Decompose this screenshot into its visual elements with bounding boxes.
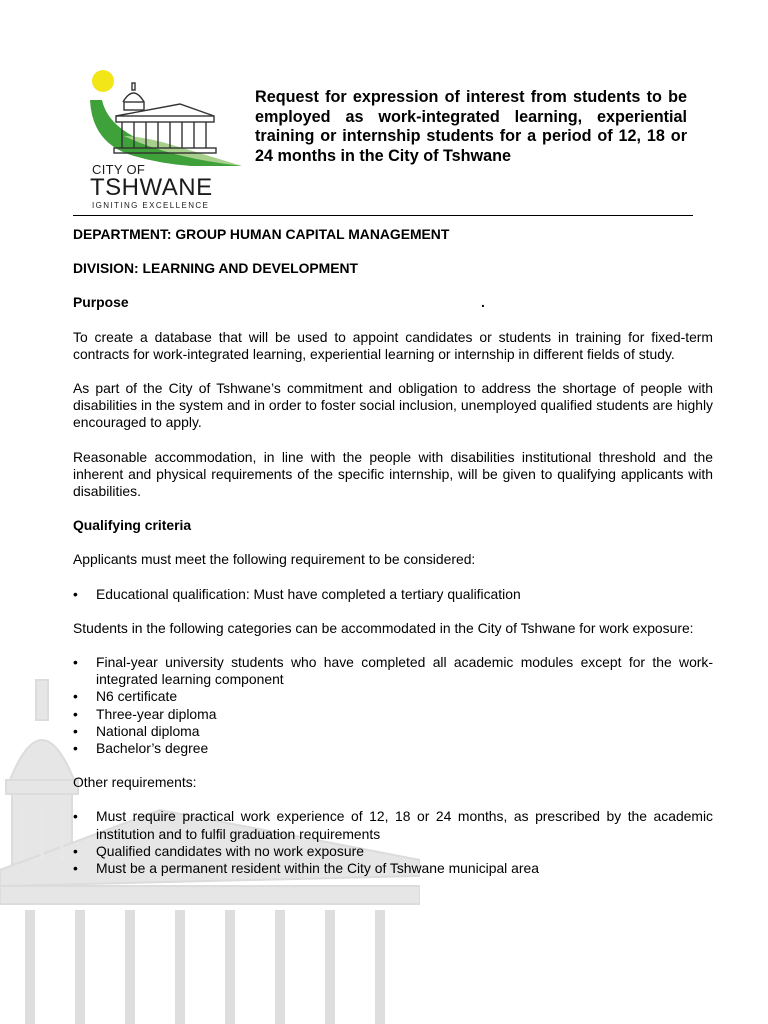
logo-tshwane-wordmark: TSHWANE [90,174,213,201]
other-requirements-intro: Other requirements: [73,774,197,791]
other-requirements-list [73,808,713,877]
accommodation-paragraph: Reasonable accommodation, in line with the people with disabilities institutional threshold and the inherent and physical requirements of the specific internship, will be given to qualifying applicants with disabilities. [73,448,713,500]
list-item: • Educational qualification: Must have completed a tertiary qualification [73,586,713,603]
city-of-tshwane-logo [86,66,246,212]
categories-list [73,654,713,757]
department-heading: DEPARTMENT: GROUP HUMAN CAPITAL MANAGEMENT [73,226,450,242]
list-item: • N6 certificate [73,688,713,705]
categories-intro: Students in the following categories can be accommodated in the City of Tshwane for work exposure: [73,619,694,636]
city-hall-logo-icon [86,66,246,166]
list-item: • National diploma [73,723,713,740]
document-title: Request for expression of interest from students to be employed as work-integrated learning, experiential training or internship students for a period of 12, 18 or 24 months in the City of Tshwane [255,88,687,165]
logo-tagline: IGNITING EXCELLENCE [92,201,210,210]
list-item: • Must require practical work experience of 12, 18 or 24 months, as prescribed by the academic institution and to fulfil graduation requirements [73,808,713,842]
list-item: • Qualified candidates with no work exposure [73,843,713,860]
criteria-heading: Qualifying criteria [73,517,192,534]
list-item: • Bachelor’s degree [73,740,713,757]
purpose-paragraph: To create a database that will be used to appoint candidates or students in training for fixed-term contracts for work-integrated learning, experiential learning or internship in different fields of study. [73,328,713,362]
disability-paragraph: As part of the City of Tshwane’s commitment and obligation to address the shortage of people with disabilities in the system and in order to foster social inclusion, unemployed qualified students are highly encouraged to apply. [73,380,713,431]
list-item: • Final-year university students who have completed all academic modules except for the work-integrated learning component [73,654,713,688]
document-body [73,226,713,894]
stray-dot: . [481,294,485,311]
list-item: • Must be a permanent resident within the City of Tshwane municipal area [73,860,713,877]
header-divider [73,215,693,216]
list-item: • Three-year diploma [73,706,713,723]
division-heading: DIVISION: LEARNING AND DEVELOPMENT [73,260,359,277]
purpose-row [73,294,713,311]
purpose-heading: Purpose [73,294,129,311]
qualification-list [73,586,713,603]
logo-city-of: CITY OF [92,162,146,177]
criteria-intro: Applicants must meet the following requirement to be considered: [73,551,476,568]
